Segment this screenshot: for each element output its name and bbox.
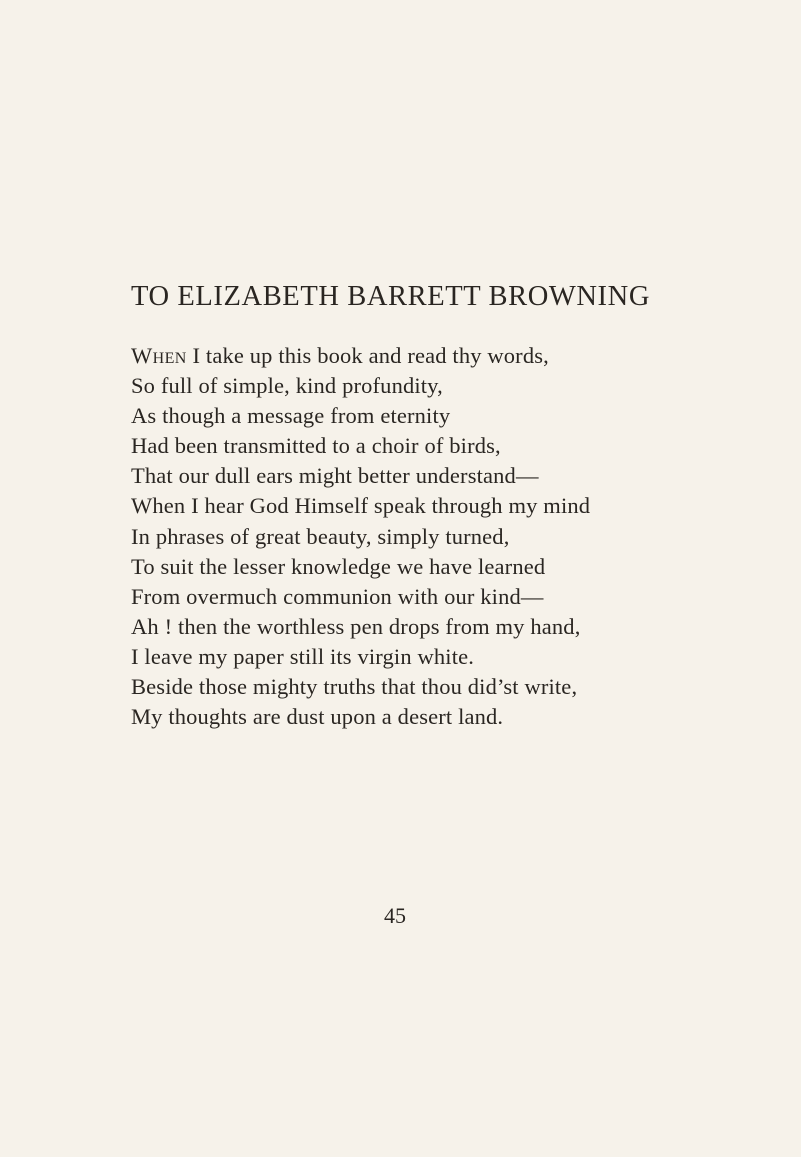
poem-line: I leave my paper still its virgin white. xyxy=(131,643,475,669)
poem-line: Beside those mighty truths that thou did’st write, xyxy=(131,674,578,700)
poem-line: From overmuch communion with our kind— xyxy=(131,583,544,609)
poem-line: So full of simple, kind profundity, xyxy=(131,373,443,399)
poem-line: In phrases of great beauty, simply turned, xyxy=(131,523,510,549)
poem-line: My thoughts are dust upon a desert land. xyxy=(131,704,504,730)
poem-title: TO ELIZABETH BARRETT BROWNING xyxy=(131,281,651,312)
poem-line xyxy=(131,341,691,371)
poem-first-word: When xyxy=(131,343,187,368)
poem-line: As though a message from eternity xyxy=(131,403,451,429)
poem-first-line-rest: I take up this book and read thy words, xyxy=(186,343,549,368)
poem-line: To suit the lesser knowledge we have learned xyxy=(131,553,546,579)
poem-line: That our dull ears might better understand— xyxy=(131,463,539,489)
poem-line: Ah ! then the worthless pen drops from my hand, xyxy=(131,613,581,639)
poem-line: When I hear God Himself speak through my mind xyxy=(131,493,591,519)
page-number: 45 xyxy=(384,903,406,928)
poem-line: Had been transmitted to a choir of birds, xyxy=(131,433,501,459)
poem-body xyxy=(131,341,691,732)
